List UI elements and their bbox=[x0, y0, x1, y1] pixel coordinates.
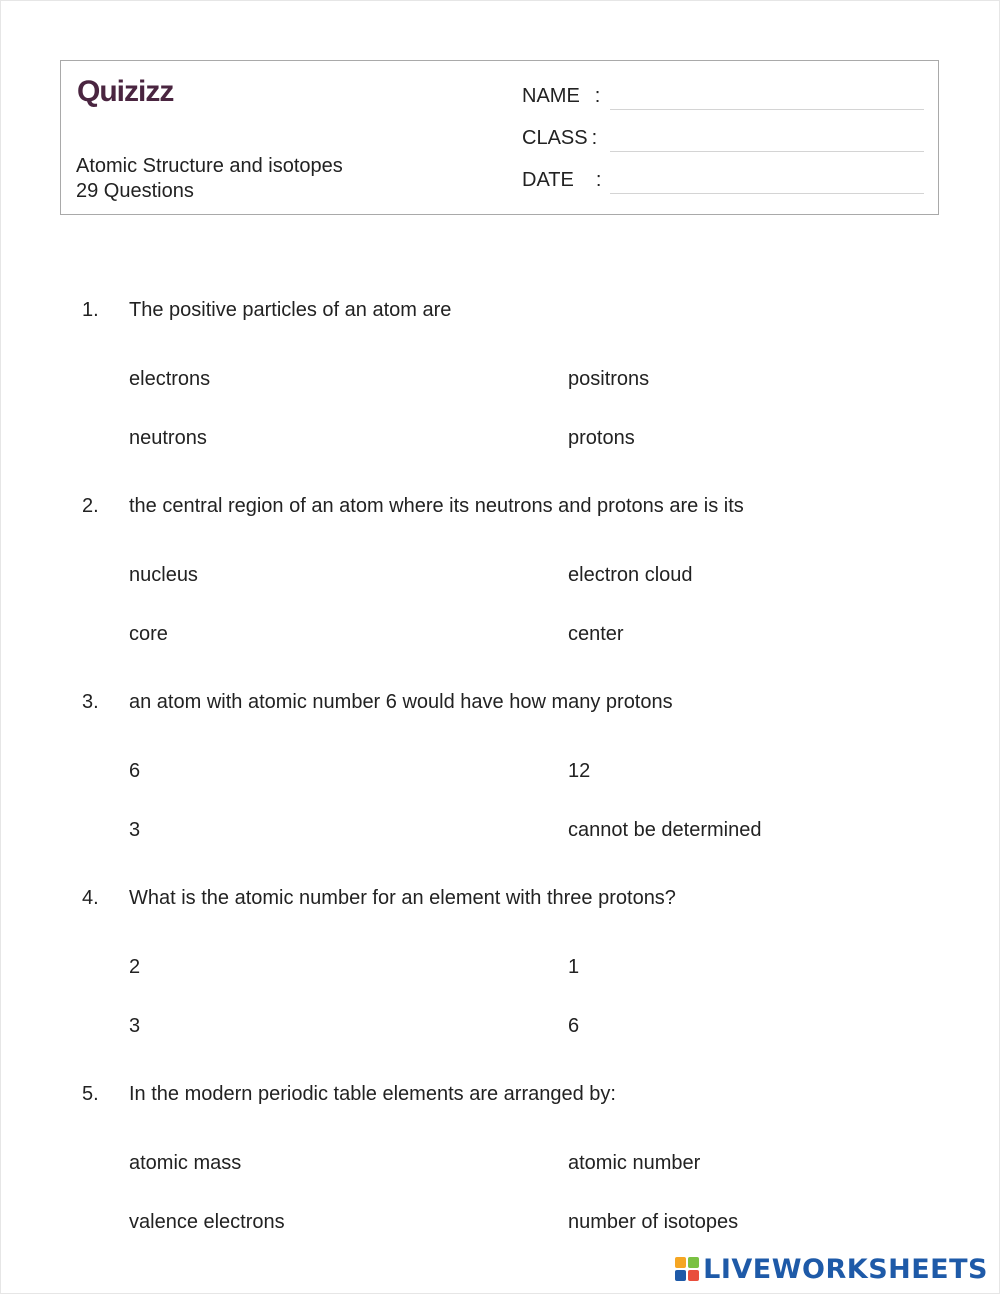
answer-option[interactable]: 1 bbox=[568, 956, 580, 978]
worksheet-title: Atomic Structure and isotopes bbox=[76, 155, 343, 177]
answer-option[interactable]: core bbox=[129, 623, 168, 645]
liveworksheets-logo-icon bbox=[675, 1257, 699, 1281]
answer-option[interactable]: center bbox=[568, 623, 624, 645]
worksheet-header bbox=[60, 60, 939, 215]
answer-option[interactable]: valence electrons bbox=[129, 1211, 285, 1233]
question-text: The positive particles of an atom are bbox=[129, 299, 452, 321]
answer-option[interactable]: neutrons bbox=[129, 427, 207, 449]
answer-option[interactable]: 3 bbox=[129, 819, 141, 841]
answer-option[interactable]: atomic number bbox=[568, 1152, 701, 1174]
answer-option[interactable]: 6 bbox=[129, 760, 141, 782]
question-number: 5. bbox=[82, 1083, 99, 1105]
answer-option[interactable]: 3 bbox=[129, 1015, 141, 1037]
class-field-label: CLASS : bbox=[522, 127, 598, 149]
question-count: 29 Questions bbox=[76, 180, 194, 202]
answer-option[interactable]: protons bbox=[568, 427, 635, 449]
question-number: 4. bbox=[82, 887, 99, 909]
answer-option[interactable]: 2 bbox=[129, 956, 141, 978]
answer-option[interactable]: number of isotopes bbox=[568, 1211, 739, 1233]
answer-option[interactable]: electron cloud bbox=[568, 564, 693, 586]
answer-option[interactable]: 12 bbox=[568, 760, 591, 782]
liveworksheets-wordmark: LIVEWORKSHEETS bbox=[703, 1253, 988, 1285]
answer-option[interactable]: positrons bbox=[568, 368, 650, 390]
question-number: 1. bbox=[82, 299, 99, 321]
class-input-line[interactable] bbox=[610, 151, 924, 152]
answer-option[interactable]: 6 bbox=[568, 1015, 580, 1037]
question-text: the central region of an atom where its neutrons and protons are is its bbox=[129, 495, 744, 517]
answer-option[interactable]: atomic mass bbox=[129, 1152, 242, 1174]
question-number: 3. bbox=[82, 691, 99, 713]
question-text: What is the atomic number for an element with three protons? bbox=[129, 887, 676, 909]
answer-option[interactable]: nucleus bbox=[129, 564, 198, 586]
date-field-label: DATE : bbox=[522, 169, 602, 191]
answer-option[interactable]: cannot be determined bbox=[568, 819, 762, 841]
name-field-label: NAME : bbox=[522, 85, 601, 107]
date-input-line[interactable] bbox=[610, 193, 924, 194]
name-input-line[interactable] bbox=[610, 109, 924, 110]
quizizz-logo: Quizizz bbox=[77, 75, 174, 108]
answer-option[interactable]: electrons bbox=[129, 368, 211, 390]
question-text: an atom with atomic number 6 would have how many protons bbox=[129, 691, 673, 713]
liveworksheets-brand[interactable] bbox=[675, 1252, 988, 1286]
question-number: 2. bbox=[82, 495, 99, 517]
question-text: In the modern periodic table elements are arranged by: bbox=[129, 1083, 616, 1105]
